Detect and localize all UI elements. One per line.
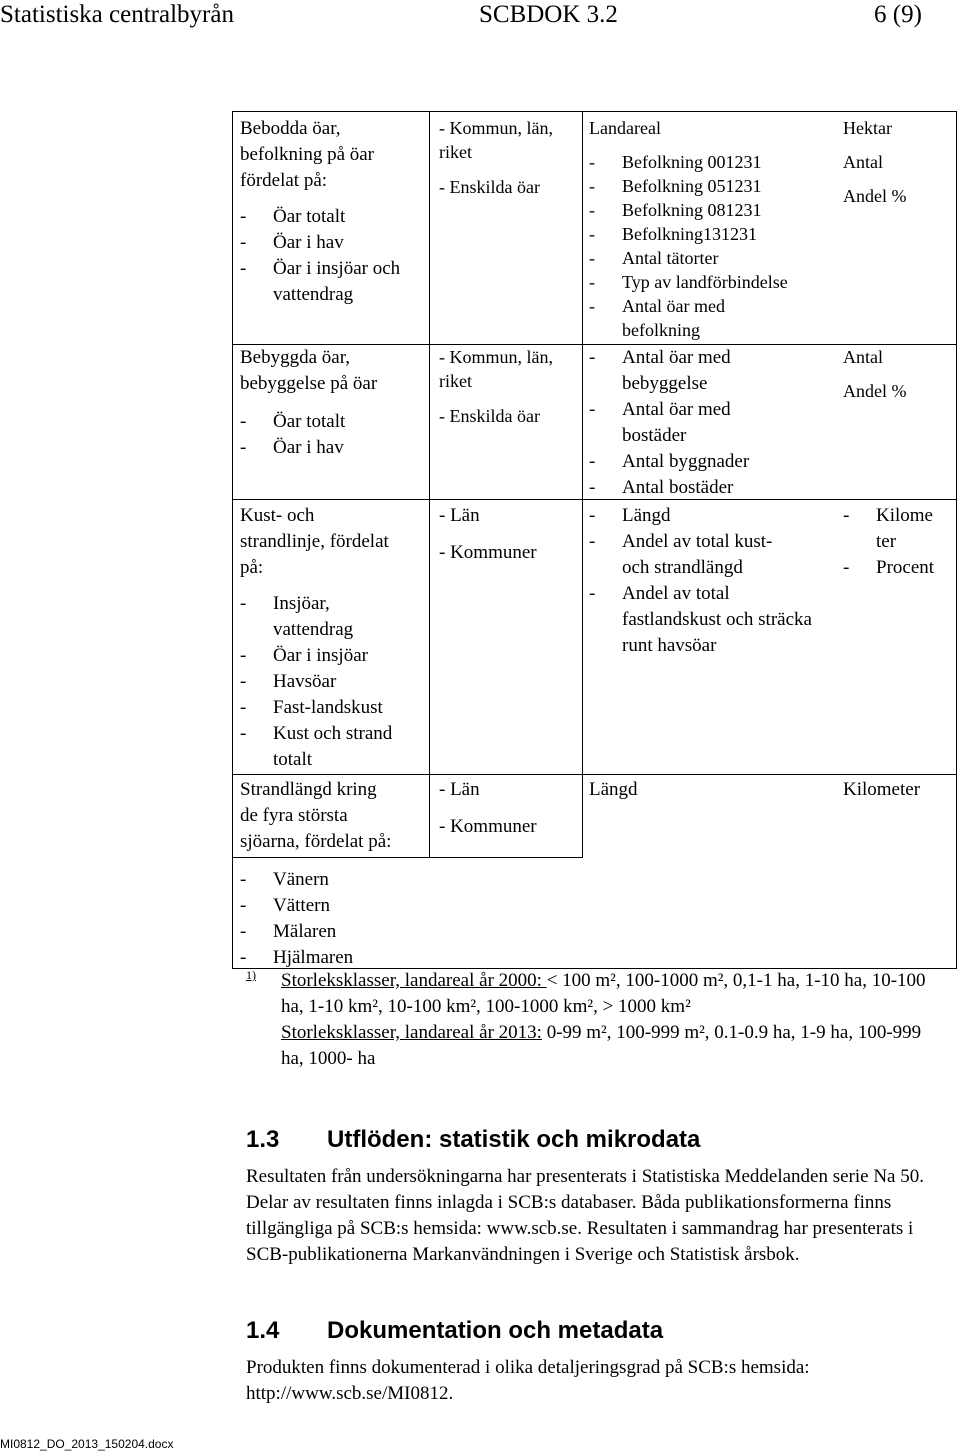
content-cell — [589, 503, 839, 659]
footnote-text: 0-99 m², 100-999 m², 0.1-0.9 ha, 1-9 ha, 100-999 ha, 1000- ha — [281, 1022, 922, 1069]
unit-cell — [843, 345, 953, 403]
level-text: - Kommun, län, riket — [439, 347, 553, 391]
list-item: - Antal öar med bostäder — [589, 399, 731, 446]
list-item: - Längd — [589, 505, 671, 526]
list-item: - Vättern — [240, 895, 330, 916]
variable-heading: Bebodda öar, — [240, 118, 341, 139]
row-divider — [232, 774, 957, 775]
variable-heading: på: — [240, 557, 264, 578]
list-item: - Öar i insjöar — [240, 645, 368, 666]
list-item: - Andel av total fastlandskust och sträcka runt havsöar — [589, 583, 812, 656]
list-item: - Befolkning 051231 — [589, 176, 762, 196]
level-cell — [439, 116, 579, 199]
variable-heading: fördelat på: — [240, 170, 328, 191]
table-row — [240, 503, 425, 773]
list-item: - Antal tätorter — [589, 248, 719, 268]
row-divider — [232, 857, 582, 858]
variable-heading: de fyra största — [240, 805, 348, 826]
section-body: Produkten finns dokumenterad i olika detaljeringsgrad på SCB:s hemsida: http://www.scb.se/MI0812. — [246, 1357, 810, 1404]
content-text: Längd — [589, 779, 638, 800]
list-item: - Befolkning 001231 — [589, 152, 762, 172]
column-divider — [429, 111, 430, 858]
list-item: - Insjöar, vattendrag — [240, 593, 354, 640]
unit-cell — [843, 116, 953, 208]
variable-heading: Kust- och — [240, 505, 315, 526]
level-text: - Enskilda öar — [439, 177, 540, 197]
list-item: - Procent — [843, 557, 935, 578]
level-text: - Kommuner — [439, 542, 537, 563]
list-item: - Befolkning 081231 — [589, 200, 762, 220]
unit-text: Antal — [843, 347, 883, 367]
level-text: - Län — [439, 505, 480, 526]
table-row — [240, 116, 425, 308]
list-item: - Antal byggnader — [589, 451, 750, 472]
unit-cell — [843, 503, 953, 581]
unit-text: Andel % — [843, 381, 907, 401]
list-item: - Hjälmaren — [240, 947, 354, 968]
variable-heading: bebyggelse på öar — [240, 373, 378, 394]
list-item: - Havsöar — [240, 671, 337, 692]
footnote-label: Storleksklasser, landareal år 2000: — [281, 970, 547, 991]
list-item: - Andel av total kust- och strandlängd — [589, 531, 773, 578]
list-item: - Typ av landförbindelse — [589, 272, 788, 292]
content-cell — [589, 116, 839, 342]
list-item: - Befolkning131231 — [589, 224, 757, 244]
content-cell — [589, 345, 839, 501]
list-item: - Antal öar med befolkning — [589, 296, 725, 340]
unit-text: Kilometer — [843, 779, 921, 800]
list-item: - Vänern — [240, 869, 329, 890]
footnote-mark: 1) — [246, 968, 256, 982]
list-item: - Antal öar med bebyggelse — [589, 347, 731, 394]
unit-text: Andel % — [843, 186, 907, 206]
variable-heading: befolkning på öar — [240, 144, 375, 165]
unit-text: Antal — [843, 152, 883, 172]
list-item: - Antal bostäder — [589, 477, 734, 498]
list-item: - Fast-landskust — [240, 697, 383, 718]
level-text: - Kommun, län, riket — [439, 118, 553, 162]
table-row — [240, 345, 425, 461]
level-cell — [439, 345, 579, 428]
variable-heading: strandlinje, fördelat — [240, 531, 389, 552]
unit-heading: Hektar — [843, 118, 892, 138]
table-row — [240, 777, 425, 855]
level-text: - Kommuner — [439, 816, 537, 837]
list-item: - Öar i hav — [240, 232, 344, 253]
list-item: - Kilome ter — [843, 505, 933, 552]
section-heading: 1.4 Dokumentation och metadata — [246, 1317, 664, 1344]
list-item: - Öar i insjöar och vattendrag — [240, 258, 401, 305]
section-heading: 1.3 Utflöden: statistik och mikrodata — [246, 1126, 701, 1153]
document-id: SCBDOK 3.2 — [479, 1, 618, 28]
level-text: - Län — [439, 779, 480, 800]
variable-heading: sjöarna, fördelat på: — [240, 831, 392, 852]
list-item: - Öar totalt — [240, 411, 346, 432]
level-text: - Enskilda öar — [439, 406, 540, 426]
list-item: - Öar i hav — [240, 437, 344, 458]
variable-heading: Strandlängd kring — [240, 779, 377, 800]
page-number: 6 (9) — [874, 1, 922, 28]
section-body: Resultaten från undersökningarna har presenterats i Statistiska Meddelanden serie Na 50. Delar av resultaten finns inlagda i SCB:s databaser. Båda publikationsformerna finns tillgängliga på SCB:s hemsida: www.scb.se. Resultaten i sammandrag har presenterats i SCB-publikationerna Markanvändningen i Sverige och Statistisk årsbok. — [246, 1166, 924, 1265]
lake-list — [240, 867, 425, 971]
list-item: - Kust och strand totalt — [240, 723, 393, 770]
list-item: - Öar totalt — [240, 206, 346, 227]
footnote-label: Storleksklasser, landareal år 2013: — [281, 1022, 542, 1043]
content-heading: Landareal — [589, 118, 661, 138]
footnote-text: < 100 m², 100-1000 m², 0,1-1 ha, 1-10 ha, 10-100 ha, 1-10 km², 10-100 km², 100-1000 km², > 1000 km² — [281, 970, 926, 1017]
column-divider — [582, 111, 583, 858]
level-cell — [439, 777, 579, 840]
level-cell — [439, 503, 579, 566]
variable-heading: Bebyggda öar, — [240, 347, 351, 368]
organization-name: Statistiska centralbyrån — [0, 1, 234, 28]
list-item: - Mälaren — [240, 921, 337, 942]
file-name: MI0812_DO_2013_150204.docx — [0, 1437, 174, 1451]
